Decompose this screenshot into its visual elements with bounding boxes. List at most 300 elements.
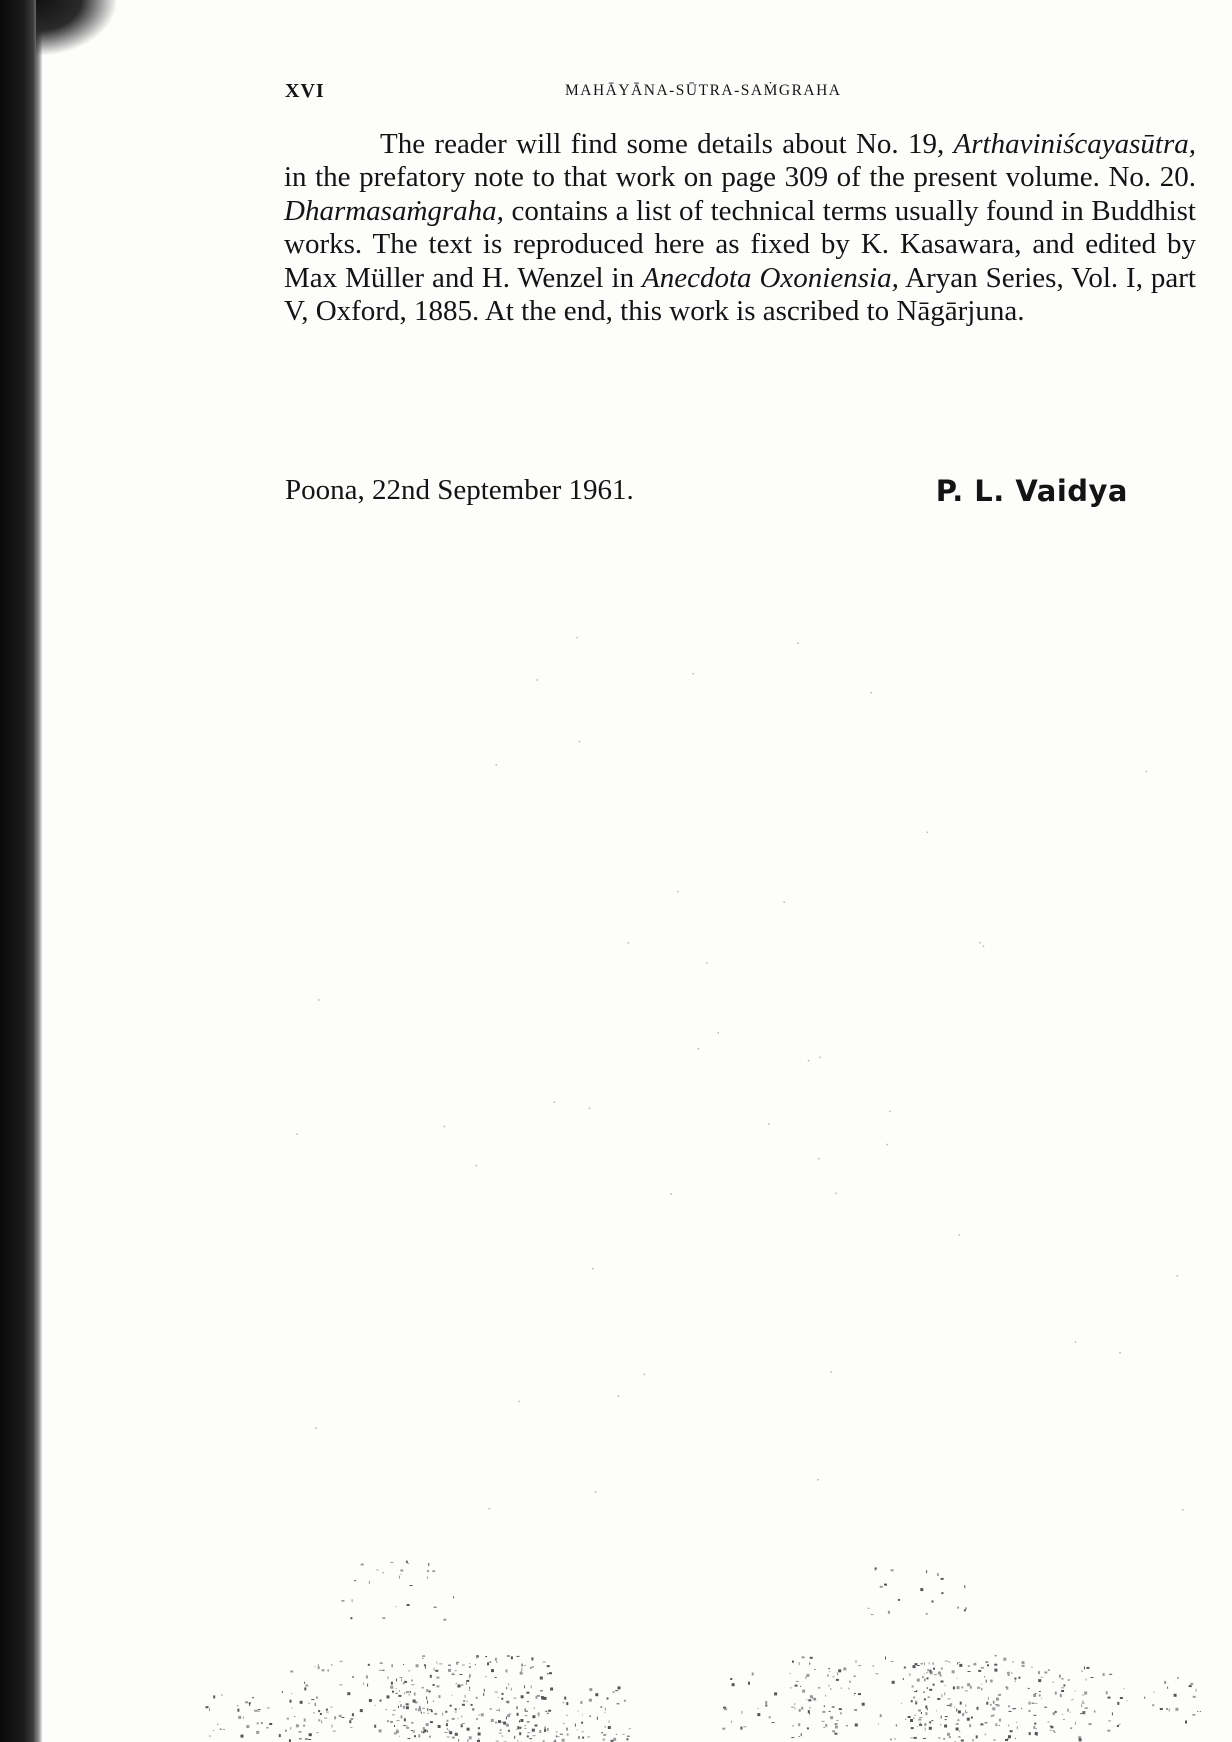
scan-speck <box>508 1730 510 1732</box>
scan-speck <box>988 1697 989 1700</box>
scan-speck <box>589 1699 592 1702</box>
scan-speck <box>1008 1674 1010 1676</box>
scan-speck <box>349 1720 351 1723</box>
scan-speck <box>927 832 929 834</box>
scan-speck <box>422 1687 424 1688</box>
scan-speck <box>496 1710 499 1711</box>
scan-speck <box>394 1725 395 1727</box>
scan-speck <box>1013 1661 1014 1663</box>
scan-speck <box>423 1727 425 1730</box>
scan-speck <box>363 1683 364 1685</box>
scan-speck <box>401 1715 403 1718</box>
scan-speck <box>1144 1697 1145 1699</box>
scan-speck <box>952 1670 955 1673</box>
scan-speck <box>413 1700 416 1703</box>
scan-speck <box>311 1699 314 1700</box>
scan-speck <box>401 1574 402 1575</box>
scan-speck <box>1078 1736 1081 1738</box>
scan-speck <box>991 1715 994 1716</box>
scan-speck <box>461 1685 463 1686</box>
scan-speck <box>832 1730 835 1732</box>
scan-speck <box>434 1713 437 1715</box>
scan-speck <box>961 1686 963 1688</box>
scan-speck <box>462 1704 465 1706</box>
scan-speck <box>387 1720 389 1722</box>
scan-speck <box>802 1656 805 1658</box>
scan-speck <box>245 1701 248 1703</box>
scan-speck <box>1014 1678 1016 1680</box>
scan-speck <box>506 1669 508 1672</box>
scan-speck <box>404 1718 406 1721</box>
scan-speck <box>919 1717 922 1718</box>
scan-speck <box>880 1586 883 1588</box>
scan-speck <box>326 1712 329 1713</box>
scan-speck <box>994 1669 997 1672</box>
scan-speck <box>607 1698 609 1700</box>
text-run: Aryan Series, Vol. I, part V, Oxford, 1885. At the end, this work is ascribed to Nāgārjuna. <box>284 261 1196 328</box>
scan-speck <box>618 1396 620 1398</box>
scan-speck <box>318 1664 319 1666</box>
scan-speck <box>794 1707 795 1709</box>
scan-speck <box>238 1716 241 1719</box>
scan-speck <box>395 1606 396 1607</box>
scan-speck <box>439 1663 442 1664</box>
scan-speck <box>1200 1711 1201 1712</box>
scan-speck <box>965 1607 967 1609</box>
scan-speck <box>426 1723 429 1726</box>
scan-speck <box>706 962 708 964</box>
scan-speck <box>1012 1708 1014 1709</box>
scan-speck <box>369 1581 370 1584</box>
scan-speck <box>801 1733 802 1736</box>
scan-speck <box>839 1708 842 1710</box>
scan-speck <box>525 1708 526 1711</box>
scan-speck <box>254 1710 257 1712</box>
scan-speck <box>446 1723 448 1726</box>
scan-speck <box>1084 1712 1085 1714</box>
scan-speck <box>1033 1726 1035 1729</box>
scan-speck <box>516 1729 517 1730</box>
scan-speck <box>981 1688 982 1690</box>
scan-speck <box>1068 1709 1069 1712</box>
scan-speck <box>1036 1728 1037 1729</box>
scan-speck <box>799 1709 801 1712</box>
scan-speck <box>521 1668 522 1671</box>
scan-speck <box>896 1724 897 1726</box>
scan-speck <box>1117 1702 1119 1705</box>
scan-speck <box>466 1680 469 1682</box>
scan-speck <box>891 1569 894 1571</box>
scan-speck <box>399 1677 402 1678</box>
scan-speck <box>999 1725 1000 1726</box>
scan-speck <box>439 1695 441 1698</box>
scan-speck <box>1108 1697 1111 1699</box>
scan-speck <box>458 1662 459 1663</box>
scan-speck <box>957 1719 959 1721</box>
scan-speck <box>993 1701 994 1703</box>
scan-speck <box>1079 1738 1082 1741</box>
scan-speck <box>927 1672 928 1673</box>
scan-speck <box>920 1588 923 1591</box>
scan-speck <box>834 1733 837 1735</box>
scan-speck <box>792 1725 794 1726</box>
scan-speck <box>783 902 785 904</box>
scan-speck <box>1185 1721 1187 1724</box>
scan-speck <box>350 1718 353 1720</box>
scan-speck <box>428 1713 429 1714</box>
scan-speck <box>889 1111 891 1113</box>
scan-speck <box>914 1715 916 1716</box>
scan-speck <box>282 1691 283 1693</box>
scan-speck <box>375 1705 376 1706</box>
scan-speck <box>1107 1730 1110 1732</box>
scan-speck <box>507 1714 510 1717</box>
scan-speck <box>223 1729 225 1730</box>
scan-speck <box>915 1663 918 1665</box>
scan-speck <box>925 1728 926 1731</box>
scan-speck <box>258 1709 261 1710</box>
scan-speck <box>352 1599 353 1602</box>
scan-speck <box>742 1711 743 1714</box>
scan-speck <box>392 1664 393 1667</box>
scan-speck <box>929 1689 932 1691</box>
scan-speck <box>309 1703 310 1704</box>
scan-speck <box>1050 1726 1053 1727</box>
scan-speck <box>290 1727 291 1730</box>
scan-speck <box>965 1712 968 1713</box>
scan-speck <box>532 1715 535 1718</box>
scan-speck <box>404 1692 405 1694</box>
scan-speck <box>318 1666 320 1669</box>
scan-speck <box>517 1656 520 1657</box>
scan-speck <box>517 1713 519 1716</box>
scan-speck <box>285 1730 287 1732</box>
scan-speck <box>495 1722 497 1724</box>
scan-speck <box>406 1727 409 1729</box>
scan-speck <box>968 1671 971 1672</box>
text-run: The reader will find some details about No. 19, <box>380 128 954 160</box>
scan-speck <box>534 1707 535 1709</box>
scan-speck <box>595 1491 597 1493</box>
scan-speck <box>456 1683 457 1684</box>
scan-speck <box>519 1720 520 1722</box>
scan-speck <box>537 1695 540 1697</box>
scan-speck <box>536 679 538 681</box>
scan-speck <box>974 1663 976 1665</box>
scan-speck <box>436 1662 437 1664</box>
scan-speck <box>347 1692 350 1695</box>
scan-speck <box>808 1060 810 1062</box>
scan-speck <box>1112 1712 1113 1715</box>
scan-speck <box>490 1709 492 1710</box>
scan-speck <box>1033 1715 1036 1716</box>
scan-speck <box>401 1679 402 1682</box>
scan-speck <box>544 1697 547 1700</box>
scan-speck <box>772 1722 775 1723</box>
scan-speck <box>601 1732 603 1733</box>
scan-speck <box>891 1661 894 1662</box>
scan-speck <box>519 1732 521 1735</box>
scan-speck <box>959 1664 962 1667</box>
scan-speck <box>517 1726 519 1729</box>
scan-speck <box>438 1725 441 1728</box>
scan-speck <box>554 1101 556 1103</box>
scan-speck <box>339 1715 342 1717</box>
scan-speck <box>429 1691 431 1693</box>
scan-speck <box>589 1688 592 1691</box>
scan-speck <box>470 1674 471 1677</box>
scan-speck <box>617 1703 620 1704</box>
scan-speck <box>517 1740 518 1741</box>
scan-speck <box>222 1694 223 1696</box>
scan-speck <box>578 1711 579 1712</box>
scan-speck <box>835 1723 838 1725</box>
scan-speck <box>391 1682 393 1685</box>
scan-speck <box>399 1576 400 1579</box>
scan-speck <box>1182 1509 1184 1511</box>
scan-speck <box>936 1710 937 1711</box>
scan-speck <box>800 1686 801 1687</box>
scan-speck <box>331 1707 333 1708</box>
scan-speck <box>985 1733 986 1735</box>
scan-speck <box>940 1675 942 1677</box>
scan-speck <box>267 1727 269 1728</box>
scan-speck <box>995 1655 997 1656</box>
scan-speck <box>858 1665 861 1666</box>
italic-title-dharmasamgraha: Dharmasaṁgraha, <box>284 194 504 227</box>
scan-speck <box>450 1705 452 1707</box>
scan-speck <box>1075 1722 1076 1725</box>
scan-speck <box>367 1684 368 1687</box>
scan-speck <box>999 1719 1001 1722</box>
scan-speck <box>444 1732 447 1733</box>
scan-speck <box>467 1701 468 1702</box>
scan-speck <box>520 1727 522 1729</box>
scan-speck <box>1126 1700 1127 1701</box>
scan-speck <box>458 1685 461 1688</box>
scan-speck <box>237 1709 239 1712</box>
scan-speck <box>1044 1707 1047 1708</box>
scan-speck <box>873 1665 874 1667</box>
scan-speck <box>374 1725 376 1728</box>
scan-speck <box>932 1601 934 1603</box>
scan-speck <box>924 1662 925 1665</box>
scan-speck <box>605 1708 606 1711</box>
scan-speck <box>406 1706 409 1709</box>
scan-speck <box>539 1730 541 1733</box>
scan-speck <box>383 1572 384 1573</box>
scan-speck <box>920 1722 921 1724</box>
scan-speck <box>937 1573 938 1576</box>
scan-speck <box>361 1564 364 1566</box>
scan-speck <box>316 1697 318 1699</box>
scan-speck <box>938 1672 941 1675</box>
scan-speck <box>427 1730 428 1732</box>
scan-speck <box>506 1724 509 1727</box>
scan-speck <box>981 1684 982 1685</box>
scan-speck <box>455 1712 457 1713</box>
scan-speck <box>916 1690 917 1692</box>
scan-speck <box>305 1685 308 1687</box>
scan-speck <box>543 1662 546 1663</box>
scan-speck <box>294 1716 295 1717</box>
scan-speck <box>410 1691 411 1693</box>
scan-speck <box>566 1715 567 1716</box>
scan-speck <box>382 1670 385 1671</box>
scan-speck <box>600 1706 602 1708</box>
scan-speck <box>943 1738 945 1739</box>
scan-speck <box>462 1665 465 1666</box>
scan-speck <box>948 1698 951 1699</box>
scan-speck <box>878 1724 879 1725</box>
scan-speck <box>969 1724 971 1727</box>
scan-speck <box>527 1735 529 1737</box>
scan-speck <box>909 1673 910 1676</box>
scan-speck <box>918 1710 921 1712</box>
scan-speck <box>597 1717 598 1720</box>
scan-speck <box>424 1664 426 1666</box>
scan-speck <box>412 1680 413 1682</box>
scan-speck <box>206 1706 209 1708</box>
scan-speck <box>413 1730 415 1731</box>
scan-speck <box>854 1676 856 1677</box>
scan-speck <box>320 1713 322 1715</box>
scan-speck <box>540 1677 543 1680</box>
scan-speck <box>885 1657 886 1660</box>
scan-speck <box>350 1727 352 1728</box>
scan-speck <box>499 1708 500 1711</box>
scan-speck <box>812 1696 813 1699</box>
scan-speck <box>1063 1719 1065 1720</box>
scan-speck <box>977 1687 980 1689</box>
scan-speck <box>938 1737 939 1738</box>
scan-speck <box>807 1699 808 1700</box>
scan-speck <box>822 1721 825 1722</box>
scan-speck <box>414 1735 416 1737</box>
scan-speck <box>824 1705 825 1707</box>
scan-speck <box>535 1725 538 1727</box>
scan-speck <box>379 1670 381 1671</box>
scan-speck <box>925 1706 927 1709</box>
scan-speck <box>796 1681 799 1682</box>
scan-speck <box>731 1721 732 1723</box>
scan-speck <box>1120 1697 1123 1699</box>
text-run: in the prefatory note to that work on page 309 of the present volume. No. 20. <box>284 161 1196 194</box>
scan-speck <box>457 1718 458 1719</box>
scan-speck <box>582 1714 583 1715</box>
scan-speck <box>1016 1722 1017 1723</box>
scan-speck <box>809 1707 811 1708</box>
scan-speck <box>926 1613 928 1614</box>
scan-speck <box>217 1724 218 1725</box>
scan-speck <box>427 1701 428 1704</box>
scan-speck <box>926 1570 927 1573</box>
scan-speck <box>918 1719 921 1721</box>
scan-speck <box>595 1693 598 1696</box>
scan-speck <box>525 1665 526 1666</box>
scan-speck <box>814 1669 816 1670</box>
scan-speck <box>933 1668 935 1670</box>
scan-speck <box>922 1676 923 1678</box>
scan-speck <box>322 1669 325 1671</box>
scan-speck <box>421 1712 422 1714</box>
scan-speck <box>608 1726 611 1729</box>
scan-speck <box>730 1678 732 1680</box>
scan-speck <box>291 1707 292 1708</box>
scan-speck <box>582 1737 584 1739</box>
scan-speck <box>613 1738 616 1741</box>
scan-speck <box>403 1682 405 1684</box>
scan-speck <box>757 1713 760 1716</box>
scan-speck <box>947 1733 950 1736</box>
scan-speck <box>467 1740 468 1742</box>
scan-speck <box>421 1731 422 1733</box>
scan-speck <box>875 1568 876 1570</box>
scan-speck <box>495 1658 497 1661</box>
scan-speck <box>1063 1684 1065 1686</box>
scan-speck <box>1059 1675 1061 1678</box>
scan-speck <box>435 1670 438 1672</box>
text-run: contains a list of technical terms usually found in Buddhist works. The text is reproduced here as fixed by K. Kasawara, and edited by Max Müller and H. Wenzel in <box>284 194 1196 294</box>
scan-speck <box>891 1739 892 1741</box>
scan-speck <box>964 1609 966 1611</box>
scan-speck <box>478 1727 480 1729</box>
scan-speck <box>971 1717 973 1719</box>
scan-speck <box>443 1619 446 1621</box>
scan-speck <box>447 1737 450 1738</box>
scan-speck <box>209 1708 210 1711</box>
scan-speck <box>854 1693 856 1694</box>
scan-speck <box>427 1570 429 1572</box>
scan-speck <box>318 999 320 1001</box>
scan-speck <box>846 1725 848 1726</box>
scan-speck <box>921 1712 922 1714</box>
scan-speck <box>927 1677 929 1679</box>
scan-speck <box>819 1057 821 1059</box>
scan-speck <box>427 1708 428 1711</box>
scan-speck <box>501 1698 503 1700</box>
scan-speck <box>825 1724 827 1727</box>
scan-speck <box>566 1728 568 1731</box>
scan-speck <box>1123 1688 1124 1689</box>
scan-speck <box>967 1718 970 1721</box>
scan-speck <box>1010 1730 1013 1732</box>
scan-speck <box>913 1665 916 1668</box>
scan-speck <box>422 1708 425 1709</box>
scan-speck <box>924 1723 926 1726</box>
scan-speck <box>455 1708 457 1710</box>
scan-speck <box>300 1701 303 1704</box>
scan-speck <box>315 1703 316 1706</box>
scan-speck <box>506 1687 507 1689</box>
scan-speck <box>603 1739 605 1741</box>
scan-speck <box>841 1712 842 1714</box>
scan-speck <box>508 1701 509 1704</box>
scan-speck <box>979 942 981 944</box>
scan-speck <box>587 1736 590 1737</box>
scan-speck <box>1190 1683 1193 1685</box>
scan-speck <box>476 1719 478 1720</box>
scan-speck <box>411 1722 413 1724</box>
scan-speck <box>799 1736 800 1737</box>
scan-speck <box>547 1673 548 1674</box>
scan-speck <box>823 1727 825 1728</box>
scan-speck <box>903 1678 904 1680</box>
scan-speck <box>407 1563 409 1564</box>
scan-speck <box>959 1731 960 1732</box>
scan-speck <box>408 1738 411 1739</box>
scan-speck <box>290 1671 293 1673</box>
